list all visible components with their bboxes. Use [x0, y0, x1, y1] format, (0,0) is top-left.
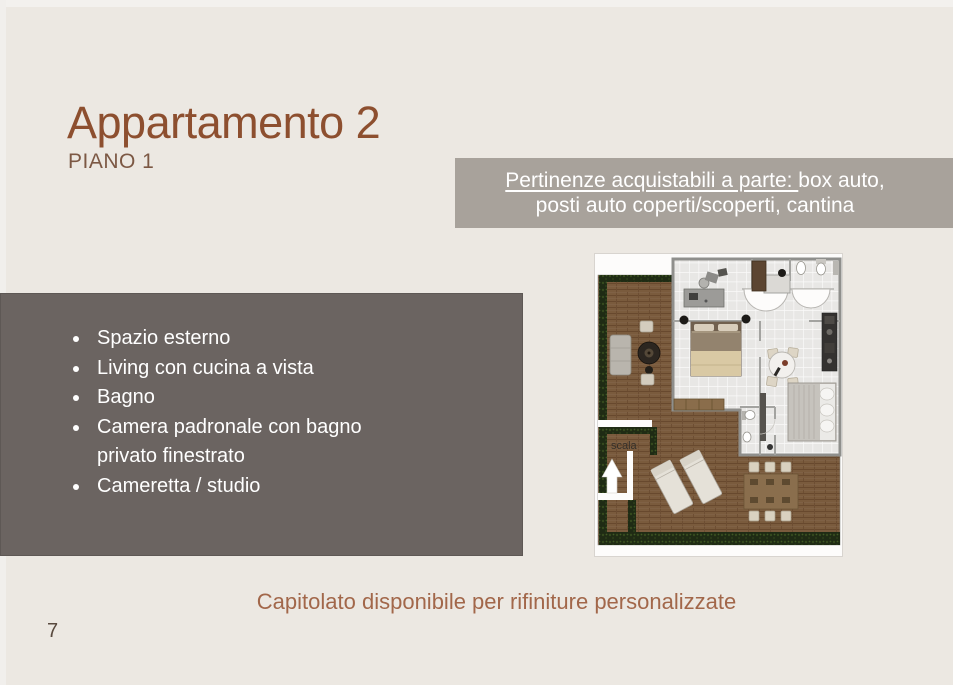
page-title: Appartamento 2: [67, 97, 381, 148]
slide-edge-highlight-top: [0, 0, 953, 7]
floor-plan-image: [594, 253, 843, 557]
bedroom-stool: [680, 316, 689, 325]
banner-line1-rest: box auto,: [798, 169, 885, 192]
list-item: • Cameretta / studio: [91, 472, 401, 502]
outdoor-dining-set: [744, 462, 798, 521]
list-item: • Bagno: [91, 383, 401, 413]
page-number: 7: [47, 620, 59, 642]
bottom-caption: Capitolato disponibile per rifiniture personalizzate: [256, 589, 737, 614]
list-item: • Living con cucina a vista: [91, 354, 401, 384]
features-box: [0, 293, 523, 556]
banner-line-1: [467, 168, 923, 193]
wardrobe-top: [752, 261, 766, 291]
banner-underlined-text: Pertinenze acquistabili a parte:: [505, 169, 799, 192]
wardrobe-bottom: [674, 399, 724, 410]
bedroom-stool: [742, 315, 751, 324]
list-item: • Spazio esterno: [91, 324, 401, 354]
sofa-bed: [788, 383, 836, 441]
stairs-label: scala: [611, 440, 637, 452]
kitchen-units: [822, 313, 837, 371]
list-item: • Camera padronale con bagno privato finestrato: [91, 413, 401, 472]
pertinenze-banner: [455, 158, 953, 228]
banner-line-2: posti auto coperti/scoperti, cantina: [535, 194, 855, 217]
floor-subtitle: PIANO 1: [68, 150, 155, 173]
features-list: [91, 324, 401, 501]
master-bed: [691, 322, 741, 376]
